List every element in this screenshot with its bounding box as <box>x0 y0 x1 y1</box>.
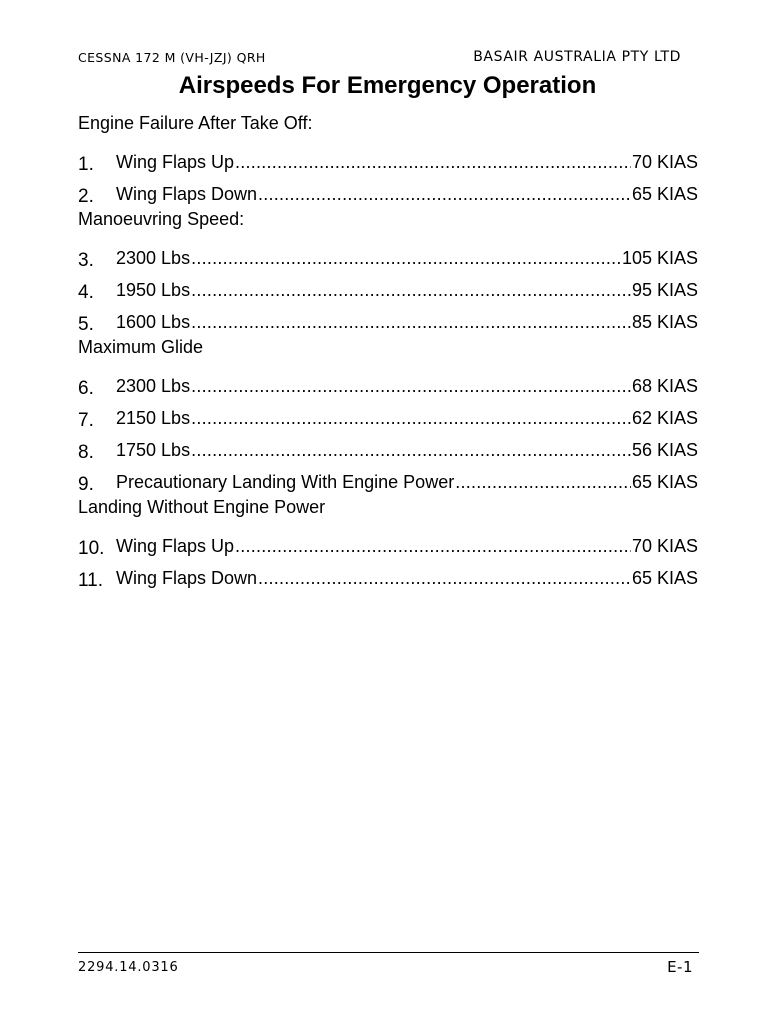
list-item <box>78 365 698 397</box>
page-number: E-1 <box>667 958 693 976</box>
item-value: 70 KIAS <box>631 536 698 556</box>
airspeed-list <box>78 109 698 589</box>
item-label: Wing Flaps Up <box>116 536 235 556</box>
list-item <box>78 237 698 269</box>
item-label: 2150 Lbs <box>116 408 191 428</box>
list-item <box>78 557 698 589</box>
item-label: Wing Flaps Down <box>116 184 258 204</box>
header-company: BASAIR AUSTRALIA PTY LTD <box>473 49 681 65</box>
page-footer <box>78 952 699 983</box>
item-value: 65 KIAS <box>631 184 698 204</box>
section-heading: Maximum Glide <box>78 337 204 357</box>
item-number: 8. <box>78 442 94 463</box>
dot-leader <box>191 247 621 269</box>
list-item <box>78 141 698 173</box>
list-item <box>78 301 698 333</box>
dot-leader <box>191 375 631 397</box>
item-number: 11. <box>78 570 104 591</box>
item-number: 9. <box>78 474 94 495</box>
list-item <box>78 173 698 205</box>
dot-leader <box>191 407 631 429</box>
item-number: 5. <box>78 314 94 335</box>
item-label: Wing Flaps Down <box>116 568 258 588</box>
item-label: 2300 Lbs <box>116 248 191 268</box>
section-heading: Engine Failure After Take Off: <box>78 113 313 133</box>
item-value: 56 KIAS <box>631 440 698 460</box>
item-number: 6. <box>78 378 94 399</box>
item-value: 65 KIAS <box>631 568 698 588</box>
list-item <box>78 525 698 557</box>
section-heading: Landing Without Engine Power <box>78 497 326 517</box>
item-value: 62 KIAS <box>631 408 698 428</box>
item-value: 85 KIAS <box>631 312 698 332</box>
item-value: 95 KIAS <box>631 280 698 300</box>
list-item <box>78 461 698 493</box>
item-number: 10. <box>78 538 105 559</box>
page-header <box>78 50 681 68</box>
list-item <box>78 269 698 301</box>
item-number: 1. <box>78 154 94 175</box>
dot-leader <box>258 183 631 205</box>
item-label: Precautionary Landing With Engine Power <box>116 472 455 492</box>
dot-leader <box>235 535 631 557</box>
item-label: 2300 Lbs <box>116 376 191 396</box>
item-value: 70 KIAS <box>631 152 698 172</box>
item-value: 68 KIAS <box>631 376 698 396</box>
item-label: 1750 Lbs <box>116 440 191 460</box>
header-aircraft: CESSNA 172 M (VH-JZJ) QRH <box>78 50 266 65</box>
item-label: Wing Flaps Up <box>116 152 235 172</box>
page-title: Airspeeds For Emergency Operation <box>178 72 597 99</box>
document-code: 2294.14.0316 <box>78 960 179 975</box>
item-value: 65 KIAS <box>631 472 698 492</box>
item-number: 4. <box>78 282 94 303</box>
list-item <box>78 397 698 429</box>
section-heading: Manoeuvring Speed: <box>78 209 245 229</box>
item-number: 2. <box>78 186 94 207</box>
item-label: 1950 Lbs <box>116 280 191 300</box>
item-label: 1600 Lbs <box>116 312 191 332</box>
item-number: 7. <box>78 410 94 431</box>
list-item <box>78 429 698 461</box>
item-number: 3. <box>78 250 94 271</box>
item-value: 105 KIAS <box>621 248 698 268</box>
dot-leader <box>191 279 631 301</box>
dot-leader <box>191 439 631 461</box>
dot-leader <box>455 471 631 493</box>
dot-leader <box>258 567 631 589</box>
dot-leader <box>191 311 631 333</box>
dot-leader <box>235 151 631 173</box>
